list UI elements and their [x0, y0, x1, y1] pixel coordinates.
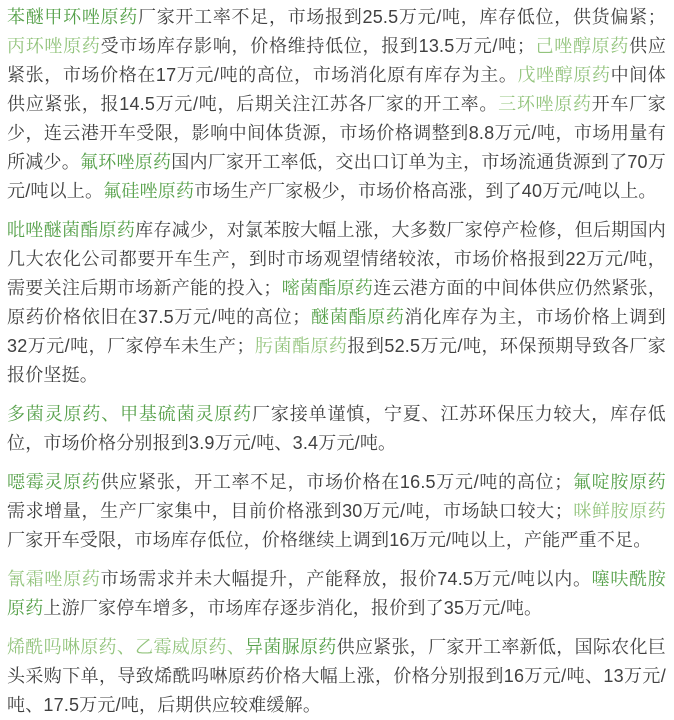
pesticide-term: 噁霉灵原药: [7, 472, 101, 492]
pesticide-term: 戊唑醇原药: [517, 65, 611, 85]
pesticide-term: 氰霜唑原药: [7, 569, 101, 589]
text-run: 市场需求并未大幅提升，产能释放，报价74.5万元/吨以内。: [100, 569, 592, 589]
pesticide-term: 咪鲜胺原药: [572, 501, 667, 521]
text-run: 上游厂家停车增多，市场库存逐步消化，报价到了35万元/吨。: [43, 598, 543, 618]
text-run: 受市场库存影响，价格维持低位，报到13.5万元/吨；: [100, 36, 536, 56]
pesticide-term: 醚菌酯原药: [310, 307, 405, 327]
pesticide-term: 乙霉威原药、: [135, 637, 246, 657]
text-run: 供应紧张，市场价格在17万元/吨的高位，市场消化原有库存为主。: [7, 36, 667, 85]
paragraph: [7, 3, 666, 206]
text-run: 开车厂家少，连云港开车受限，影响中间体货源，市场价格调整到8.8万元/吨，市场用量有所减少。: [7, 94, 667, 172]
text-run: 厂家开工率不足，市场报到25.5万元/吨，库存低位，供货偏紧；: [137, 7, 667, 27]
paragraph: [7, 400, 666, 458]
paragraph: [7, 633, 666, 720]
text-run: 厂家开车受限，市场库存低位，价格继续上调到16万元/吨以上，产能严重不足。: [7, 530, 652, 550]
paragraph: [7, 468, 666, 555]
paragraph: [7, 216, 666, 390]
text-run: 消化库存为主，市场价格上调到32万元/吨，厂家停车未生产；: [7, 307, 666, 356]
pesticide-term: 苯醚甲环唑原药: [7, 7, 138, 27]
text-run: 市场生产厂家极少，市场价格高涨，到了40万元/吨以上。: [194, 181, 657, 201]
text-run: 需求增量，生产厂家集中，目前价格涨到30万元/吨，市场缺口较大；: [7, 501, 573, 521]
pesticide-term: 氟啶胺原药: [572, 472, 667, 492]
pesticide-term: 肟菌酯原药: [254, 336, 348, 356]
pesticide-term: 氟环唑原药: [79, 152, 172, 172]
text-run: 国内厂家开工率低，交出口订单为主，市场流通货源到了70万元/吨以上。: [7, 152, 666, 201]
pesticide-term: 烯酰吗啉原药、: [7, 637, 136, 657]
pesticide-term: 嘧菌酯原药: [281, 278, 374, 298]
pesticide-term: 丙环唑原药: [7, 36, 101, 56]
pesticide-term: 己唑醇原药: [535, 36, 630, 56]
pesticide-term: 吡唑醚菌酯原药: [7, 220, 136, 240]
pesticide-term: 氟硅唑原药: [103, 181, 195, 201]
pesticide-term: 多菌灵原药、甲基硫菌灵原药: [7, 404, 253, 424]
pesticide-term: 异菌脲原药: [245, 637, 337, 657]
text-run: 库存减少，对氯苯胺大幅上涨，大多数厂家停产检修，但后期国内几大农化公司都要开车生产，到时市场观望情绪较浓，市场价格报到22万元/吨，需要关注后期市场新产能的投入；: [7, 220, 667, 298]
text-run: 连云港方面的中间体供应仍然紧张，原药价格依旧在37.5万元/吨的高位；: [7, 278, 667, 327]
text-run: 报到52.5万元/吨，环保预期导致各厂家报价坚挺。: [7, 336, 666, 385]
text-run: 供应紧张，厂家开工率新低，国际农化巨头采购下单，导致烯酰吗啉原药价格大幅上涨，价格分别报到16万元/吨、13万元/吨、17.5万元/吨，后期供应较难缓解。: [7, 637, 666, 715]
text-run: 厂家接单谨慎，宁夏、江苏环保压力较大，库存低位，市场价格分别报到3.9万元/吨、3.4万元/吨。: [7, 404, 666, 453]
text-run: 中间体供应紧张，报14.5万元/吨，后期关注江苏各厂家的开工率。: [7, 65, 667, 114]
pesticide-term: 噻呋酰胺原药: [7, 569, 667, 618]
text-run: 供应紧张，开工率不足，市场价格在16.5万元/吨的高位；: [100, 472, 573, 492]
pesticide-term: 三环唑原药: [498, 94, 592, 114]
paragraph: [7, 565, 666, 623]
